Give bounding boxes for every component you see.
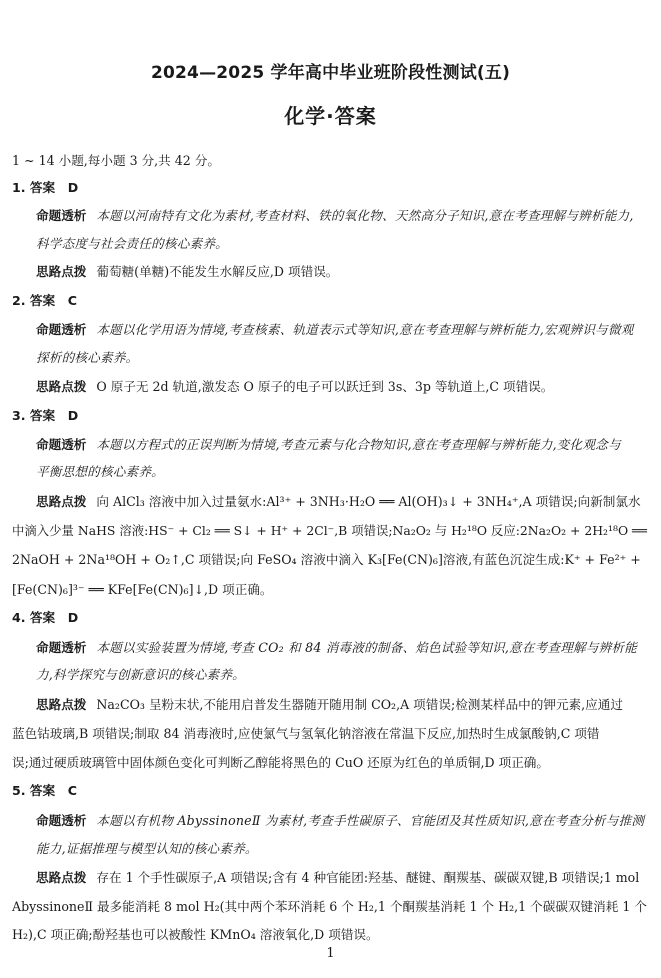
q4-hint-line: 思路点拨 Na₂CO₃ 呈粉末状,不能用启普发生器随开随用制 CO₂,A 项错误;检测某样品中的钾元素,应通过 [36,697,623,712]
q5-hint-label: 思路点拨 [36,870,87,885]
q3-hint-line: [Fe(CN)₆]³⁻ ══ KFe[Fe(CN)₆]↓,D 项正确。 [12,582,273,597]
q3-analysis-line: 平衡思想的核心素养。 [36,464,164,479]
q1-analysis-label: 命题透析 [36,208,87,223]
q5-analysis-line: 能力,证据推理与模型认知的核心素养。 [36,841,258,856]
q4-analysis-line: 力,科学探究与创新意识的核心素养。 [36,667,245,682]
q5-hint-line: H₂),C 项正确;酚羟基也可以被酸性 KMnO₄ 溶液氧化,D 项错误。 [12,927,379,942]
scoring-note: 1 ~ 14 小题,每小题 3 分,共 42 分。 [12,153,220,168]
q1-hint-label: 思路点拨 [36,264,87,279]
q1-answer: 1. 答案 D [12,180,79,195]
q5-answer: 5. 答案 C [12,783,77,798]
q2-analysis-label: 命题透析 [36,322,87,337]
q4-analysis-line: 命题透析 本题以实验装置为情境,考查 CO₂ 和 84 消毒液的制备、焰色试验等知识,意在考查理解与辨析能 [36,640,637,655]
q3-hint-label: 思路点拨 [36,494,87,509]
q2-analysis-line: 探析的核心素养。 [36,350,139,365]
q4-analysis-label: 命题透析 [36,640,87,655]
q3-analysis-label: 命题透析 [36,437,87,452]
q3-analysis-line: 命题透析 本题以方程式的正误判断为情境,考查元素与化合物知识,意在考查理解与辨析能力,变化观念与 [36,437,621,452]
q1-analysis-line: 科学态度与社会责任的核心素养。 [36,236,228,251]
q1-analysis-line: 命题透析 本题以河南特有文化为素材,考查材料、铁的氧化物、天然高分子知识,意在考查理解与辨析能力, [36,208,634,223]
q2-answer: 2. 答案 C [12,293,77,308]
page-number: 1 [326,946,335,961]
q3-hint-line: 思路点拨 向 AlCl₃ 溶液中加入过量氨水:Al³⁺ + 3NH₃·H₂O ══ Al(OH)₃↓ + 3NH₄⁺,A 项错误;向新制氯水 [36,494,641,509]
q2-hint-label: 思路点拨 [36,379,87,394]
page-title: 2024—2025 学年高中毕业班阶段性测试(五) [150,63,511,83]
q4-hint-line: 蓝色钴玻璃,B 项错误;制取 84 消毒液时,应使氯气与氢氧化钠溶液在常温下反应,加热时生成氯酸钠,C 项错 [12,726,600,741]
q2-hint-line: 思路点拨 O 原子无 2d 轨道,激发态 O 原子的电子可以跃迁到 3s、3p 等轨道上,C 项错误。 [36,379,554,394]
q1-hint-line: 思路点拨 葡萄糖(单糖)不能发生水解反应,D 项错误。 [36,264,339,279]
page-subtitle: 化学·答案 [284,104,377,128]
q5-hint-line: AbyssinoneⅡ 最多能消耗 8 mol H₂(其中两个苯环消耗 6 个 H₂,1 个酮羰基消耗 1 个 H₂,1 个碳碳双键消耗 1 个 [12,899,647,914]
q3-hint-line: 2NaOH + 2Na¹⁸OH + O₂↑,C 项错误;向 FeSO₄ 溶液中滴入 K₃[Fe(CN)₆]溶液,有蓝色沉淀生成:K⁺ + Fe²⁺ + [12,552,641,567]
q2-analysis-line: 命题透析 本题以化学用语为情境,考查核素、轨道表示式等知识,意在考查理解与辨析能力,宏观辨识与微观 [36,322,634,337]
q5-analysis-label: 命题透析 [36,813,87,828]
q4-hint-line: 误;通过硬质玻璃管中固体颜色变化可判断乙醇能将黑色的 CuO 还原为红色的单质铜,D 项正确。 [12,755,549,770]
q4-hint-label: 思路点拨 [36,697,87,712]
q3-answer: 3. 答案 D [12,408,79,423]
q5-analysis-line: 命题透析 本题以有机物 AbyssinoneⅡ 为素材,考查手性碳原子、官能团及其性质知识,意在考查分析与推测 [36,813,645,828]
q4-answer: 4. 答案 D [12,610,79,625]
q3-hint-line: 中滴入少量 NaHS 溶液:HS⁻ + Cl₂ ══ S↓ + H⁺ + 2Cl⁻,B 项错误;Na₂O₂ 与 H₂¹⁸O 反应:2Na₂O₂ + 2H₂¹⁸O ══ [12,523,647,538]
q5-hint-line: 思路点拨 存在 1 个手性碳原子,A 项错误;含有 4 种官能团:羟基、醚键、酮羰基、碳碳双键,B 项错误;1 mol [36,870,640,885]
